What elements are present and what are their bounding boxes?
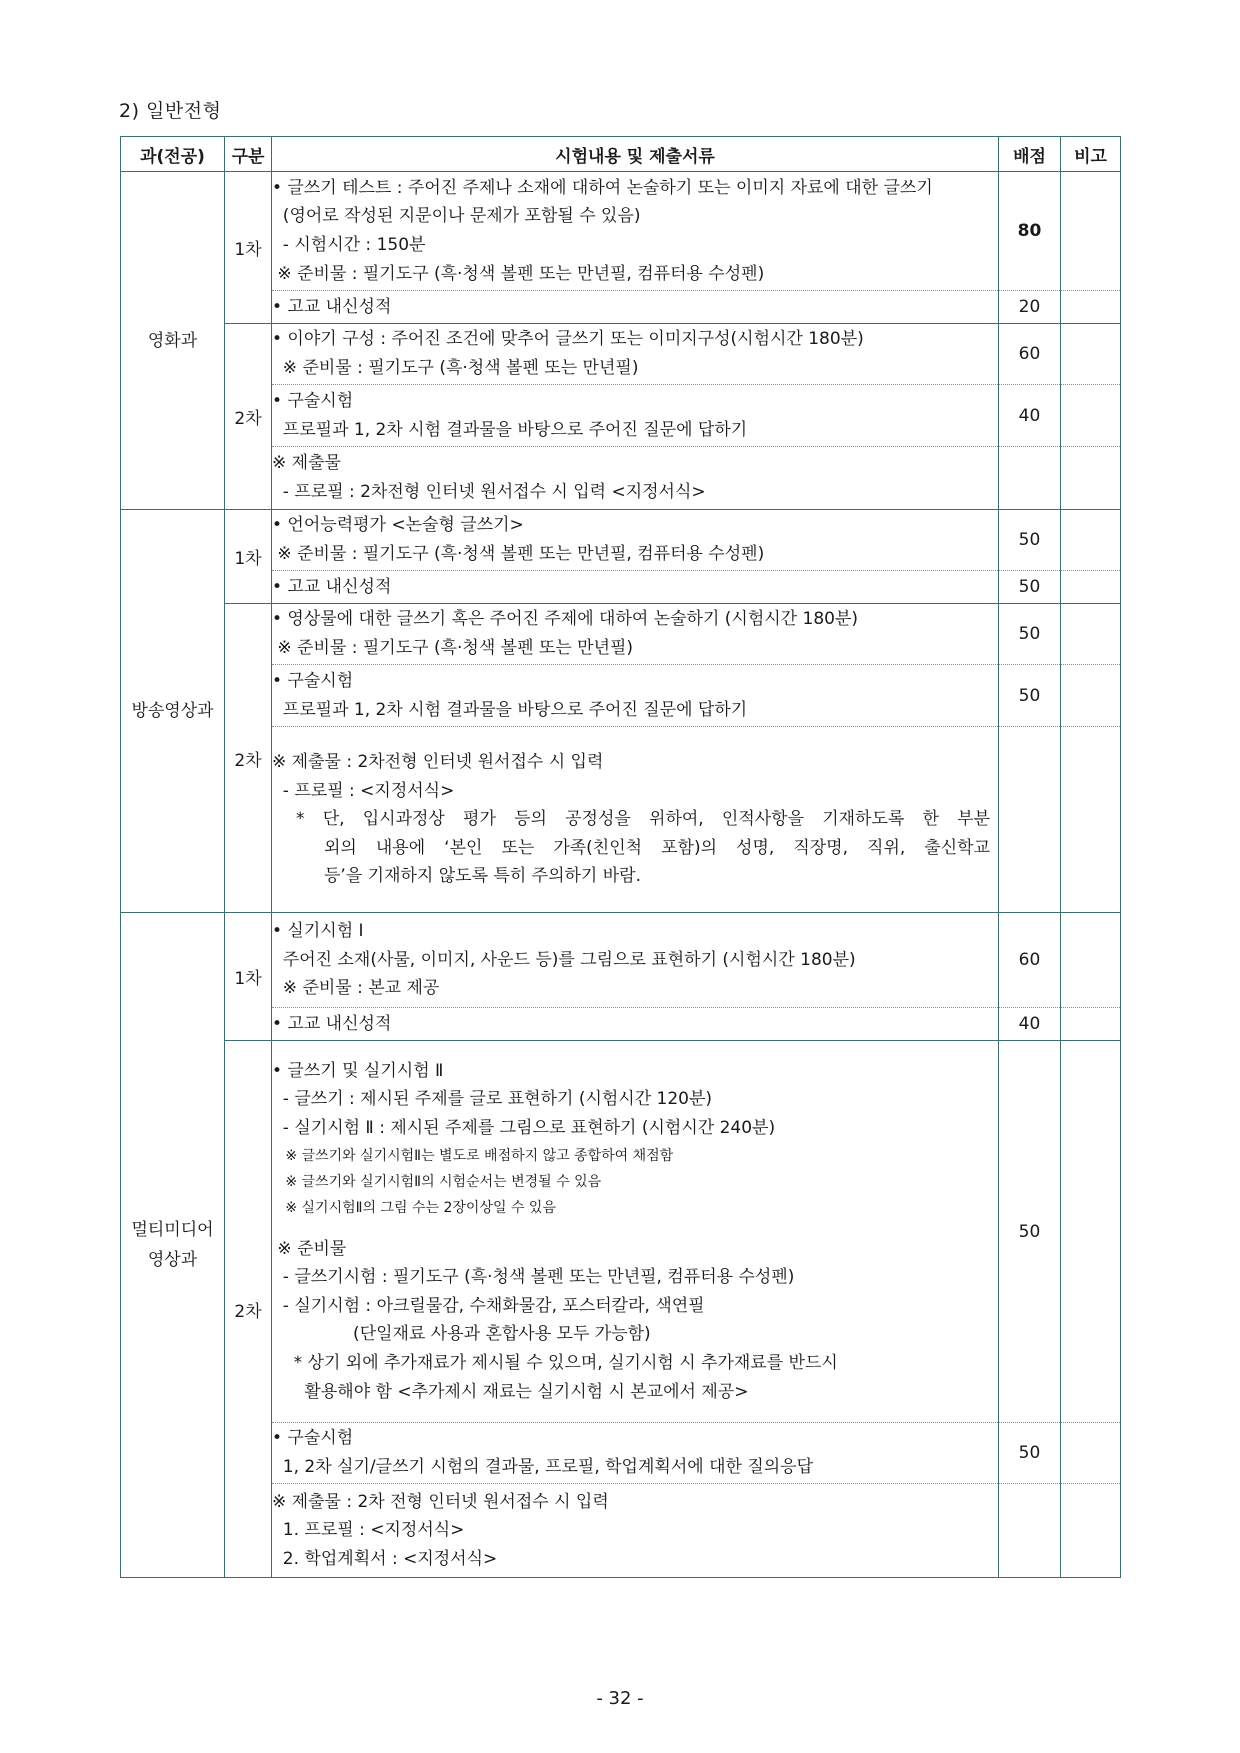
content-line: - 글쓰기시험 : 필기도구 (흑·청색 볼펜 또는 만년필, 컴퓨터용 수성펜) [272,1267,795,1288]
dept-name-line: 영상과 [147,1250,198,1270]
score-cell: 50 [999,665,1061,727]
stage-cell: 1차 [225,913,272,1041]
content-line: • 이야기 구성 : 주어진 조건에 맞추어 글쓰기 또는 이미지구성(시험시간 180분) [272,329,864,350]
content-line: (단일재료 사용과 혼합사용 모두 가능함) [272,1324,651,1345]
content-line: 프로필과 1, 2차 시험 결과물을 바탕으로 주어진 질문에 답하기 [272,699,748,720]
content-cell [272,385,999,447]
content-cell [272,510,999,571]
note-cell [1061,1008,1121,1041]
header-score: 배점 [999,137,1061,172]
score-cell: 40 [999,385,1061,447]
score-cell: 40 [999,1008,1061,1041]
content-cell [272,665,999,727]
note-cell [1061,291,1121,324]
content-line: 2. 학업계획서 : <지정서식> [272,1548,498,1569]
score-cell: 60 [999,324,1061,385]
content-line: ※ 준비물 : 필기도구 (흑·청색 볼펜 또는 만년필) [272,638,634,658]
stage-cell: 2차 [225,604,272,913]
score-cell: 50 [999,510,1061,571]
content-line: 등’을 기재하지 않도록 특히 주의하기 바람. [324,866,642,887]
dept-cell-film: 영화과 [121,172,225,510]
content-cell [272,571,999,604]
content-line: • 글쓰기 테스트 : 주어진 주제나 소재에 대하여 논술하기 또는 이미지 자료에 대한 글쓰기 [272,177,933,198]
score-cell: 50 [999,1041,1061,1423]
note-cell [1061,604,1121,665]
content-line: - 글쓰기 : 제시된 주제를 글로 표현하기 (시험시간 120분) [272,1089,713,1110]
content-line: ※ 제출물 : 2차 전형 인터넷 원서접수 시 입력 [272,1491,609,1512]
content-line: 주어진 소재(사물, 이미지, 사운드 등)를 그림으로 표현하기 (시험시간 180분) [272,949,856,970]
note-cell [1061,172,1121,291]
score-cell: 50 [999,571,1061,604]
content-line: • 고교 내신성적 [272,576,392,597]
content-cell [272,913,999,1008]
content-line: * 상기 외에 추가재료가 제시될 수 있으며, 실기시험 시 추가재료를 반드시 [272,1352,838,1373]
header-content: 시험내용 및 제출서류 [272,137,999,172]
content-line: ※ 준비물 : 본교 제공 [272,978,440,999]
note-cell [1061,385,1121,447]
note-cell [1061,913,1121,1008]
blank-line [272,1221,998,1235]
score-cell: 50 [999,604,1061,665]
content-cell [272,324,999,385]
table-row [121,1041,1121,1423]
note-cell [1061,571,1121,604]
exam-table [120,136,1121,1578]
content-line: • 구술시험 [272,670,354,691]
table-header-row [121,137,1121,172]
content-line: - 실기시험 Ⅱ : 제시된 주제를 그림으로 표현하기 (시험시간 240분) [272,1118,776,1139]
content-line: ※ 준비물 : 필기도구 (흑·청색 볼펜 또는 만년필, 컴퓨터용 수성펜) [272,543,765,564]
content-line: ※ 글쓰기와 실기시험Ⅱ의 시험순서는 변경될 수 있음 [272,1173,602,1190]
dept-cell-broadcast: 방송영상과 [121,510,225,913]
section-title: 2) 일반전형 [119,100,222,122]
note-cell [1061,1484,1121,1578]
table-row [121,510,1121,571]
content-cell [272,1484,999,1578]
note-cell [1061,1041,1121,1423]
score-cell [999,447,1061,510]
content-cell [272,1008,999,1041]
score-cell: 50 [999,1423,1061,1484]
score-cell: 20 [999,291,1061,324]
page-number: - 32 - [596,1688,644,1709]
note-cell [1061,1423,1121,1484]
content-line: ※ 실기시험Ⅱ의 그림 수는 2장이상일 수 있음 [272,1199,556,1216]
content-line: ※ 준비물 : 필기도구 (흑·청색 볼펜 또는 만년필, 컴퓨터용 수성펜) [272,263,765,284]
score-cell: 80 [999,172,1061,291]
stage-cell: 1차 [225,510,272,604]
content-cell [272,727,999,913]
stage-cell: 2차 [225,1041,272,1578]
content-cell [272,1041,999,1423]
content-line: • 구술시험 [272,390,354,411]
content-line: ※ 글쓰기와 실기시험Ⅱ는 별도로 배점하지 않고 종합하여 채점함 [272,1147,674,1164]
content-line: ※ 제출물 [272,453,341,474]
content-line: ※ 준비물 [272,1238,347,1259]
content-line: * 단, 입시과정상 평가 등의 공정성을 위하여, 인적사항을 기재하도록 한 부분 [296,809,990,830]
note-cell [1061,510,1121,571]
stage-cell: 1차 [225,172,272,324]
content-line: • 구술시험 [272,1428,354,1449]
content-cell [272,447,999,510]
content-line: ※ 제출물 : 2차전형 인터넷 원서접수 시 입력 [272,752,604,773]
content-line: • 고교 내신성적 [272,296,392,317]
table-row [121,604,1121,665]
note-cell [1061,727,1121,913]
content-line: 프로필과 1, 2차 시험 결과물을 바탕으로 주어진 질문에 답하기 [272,419,748,440]
score-cell: 60 [999,913,1061,1008]
content-line: 1. 프로필 : <지정서식> [272,1520,465,1541]
content-line: 1, 2차 실기/글쓰기 시험의 결과물, 프로필, 학업계획서에 대한 질의응답 [272,1457,814,1477]
content-line: • 글쓰기 및 실기시험 Ⅱ [272,1060,444,1081]
note-cell [1061,324,1121,385]
content-line: 활용해야 함 <추가제시 재료는 실기시험 시 본교에서 제공> [272,1381,749,1402]
content-cell [272,1423,999,1484]
content-line: - 시험시간 : 150분 [272,235,426,255]
dept-cell-multimedia [121,913,225,1578]
content-line: - 프로필 : 2차전형 인터넷 원서접수 시 입력 <지정서식> [272,482,706,502]
content-cell [272,291,999,324]
header-stage: 구분 [225,137,272,172]
content-cell [272,604,999,665]
table-row [121,913,1121,1008]
content-line: - 실기시험 : 아크릴물감, 수채화물감, 포스터칼라, 색연필 [272,1295,705,1316]
content-line: (영어로 작성된 지문이나 문제가 포함될 수 있음) [272,206,641,227]
score-cell [999,1484,1061,1578]
content-line: ※ 준비물 : 필기도구 (흑·청색 볼펜 또는 만년필) [272,358,639,378]
dept-name-line: 멀티미디어 [131,1220,214,1240]
content-cell [272,172,999,291]
content-line: • 언어능력평가 <논술형 글쓰기> [272,515,524,536]
note-cell [1061,665,1121,727]
header-dept: 과(전공) [121,137,225,172]
header-note: 비고 [1061,137,1121,172]
content-line: 외의 내용에 ‘본인 또는 가족(친인척 포함)의 성명, 직장명, 직위, 출신학교 [324,837,990,858]
note-cell [1061,447,1121,510]
table-row [121,172,1121,291]
content-line: - 프로필 : <지정서식> [272,780,455,801]
content-line: • 고교 내신성적 [272,1013,392,1034]
stage-cell: 2차 [225,324,272,510]
content-line: • 실기시험 Ⅰ [272,921,364,942]
content-line: • 영상물에 대한 글쓰기 혹은 주어진 주제에 대하여 논술하기 (시험시간 180분) [272,609,859,630]
score-cell [999,727,1061,913]
table-row [121,324,1121,385]
